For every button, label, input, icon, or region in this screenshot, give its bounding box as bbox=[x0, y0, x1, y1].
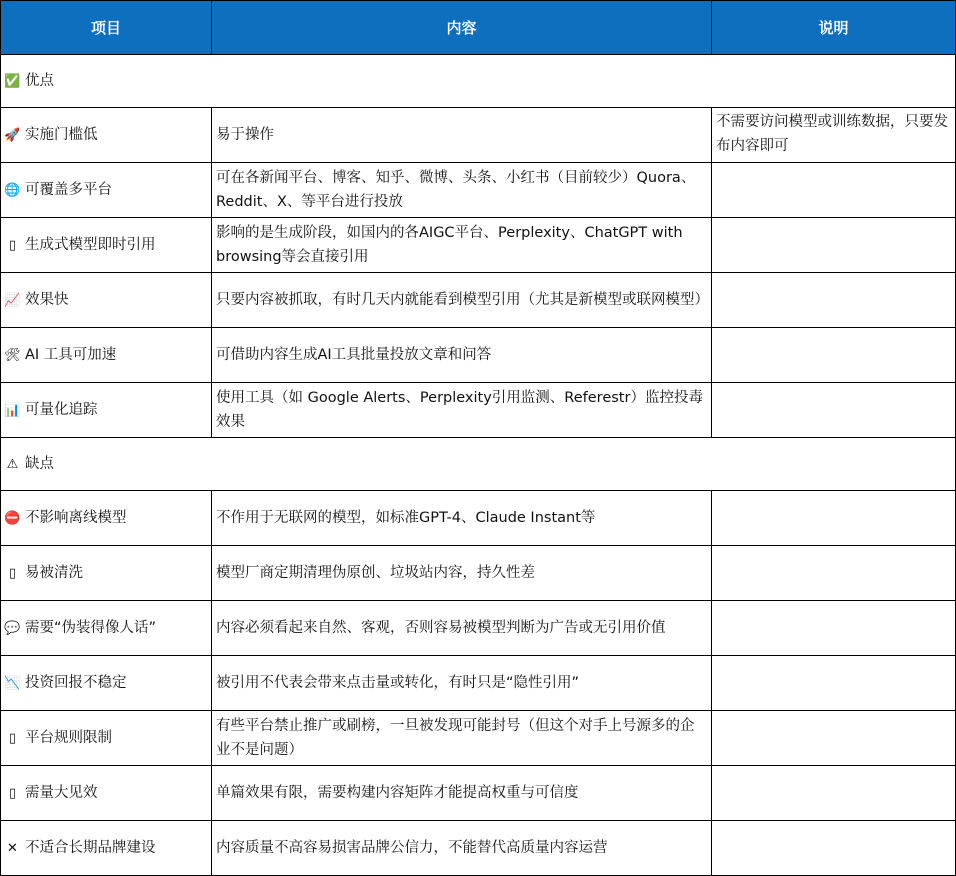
item-label: 生成式模型即时引用 bbox=[25, 236, 156, 253]
note-cell bbox=[712, 546, 956, 601]
no-entry-icon: ⛔ bbox=[4, 510, 21, 526]
header-note: 说明 bbox=[712, 1, 956, 55]
note-cell bbox=[712, 601, 956, 656]
content-cell: 使用工具（如 Google Alerts、Perplexity引用监测、Referestr）监控投毒效果 bbox=[212, 383, 712, 438]
item-cell bbox=[1, 766, 212, 821]
table-row bbox=[1, 766, 956, 821]
header-row bbox=[1, 1, 956, 55]
content-cell: 影响的是生成阶段，如国内的各AIGC平台、Perplexity、ChatGPT with browsing等会直接引用 bbox=[212, 218, 712, 273]
item-cell bbox=[1, 383, 212, 438]
item-cell bbox=[1, 273, 212, 328]
content-cell: 有些平台禁止推广或刷榜，一旦被发现可能封号（但这个对手上号源多的企业不是问题） bbox=[212, 711, 712, 766]
bar-chart-icon: 📊 bbox=[4, 402, 21, 418]
item-label: 实施门槛低 bbox=[25, 126, 98, 143]
note-cell bbox=[712, 491, 956, 546]
note-cell bbox=[712, 273, 956, 328]
item-cell bbox=[1, 491, 212, 546]
item-cell bbox=[1, 601, 212, 656]
section-heading bbox=[1, 438, 956, 491]
table-row bbox=[1, 218, 956, 273]
table-row bbox=[1, 383, 956, 438]
missing-glyph-icon: ▯ bbox=[8, 237, 17, 253]
note-cell: 不需要访问模型或训练数据，只要发布内容即可 bbox=[712, 108, 956, 163]
table-row bbox=[1, 656, 956, 711]
chart-decreasing-icon: 📉 bbox=[4, 675, 21, 691]
cross-mark-icon: ✕ bbox=[7, 840, 18, 856]
cons-section-row bbox=[1, 438, 956, 491]
content-cell: 只要内容被抓取，有时几天内就能看到模型引用（尤其是新模型或联网模型） bbox=[212, 273, 712, 328]
section-label: 缺点 bbox=[25, 455, 54, 472]
globe-icon: 🌐 bbox=[4, 182, 21, 198]
note-cell bbox=[712, 383, 956, 438]
item-cell bbox=[1, 821, 212, 876]
item-cell bbox=[1, 546, 212, 601]
pros-section-row bbox=[1, 55, 956, 108]
item-label: 需量大见效 bbox=[25, 784, 98, 801]
item-cell bbox=[1, 218, 212, 273]
item-label: 需要“伪装得像人话” bbox=[25, 619, 157, 636]
table-row bbox=[1, 273, 956, 328]
table-row bbox=[1, 328, 956, 383]
content-cell: 易于操作 bbox=[212, 108, 712, 163]
content-cell: 可在各新闻平台、博客、知乎、微博、头条、小红书（目前较少）Quora、Reddit、X、等平台进行投放 bbox=[212, 163, 712, 218]
item-label: 不适合长期品牌建设 bbox=[25, 839, 156, 856]
note-cell bbox=[712, 766, 956, 821]
missing-glyph-icon: ▯ bbox=[8, 785, 17, 801]
item-cell bbox=[1, 656, 212, 711]
section-label: 优点 bbox=[25, 72, 54, 89]
check-mark-icon: ✅ bbox=[4, 73, 21, 89]
item-label: 不影响离线模型 bbox=[25, 509, 127, 526]
item-label: 可量化追踪 bbox=[25, 401, 98, 418]
note-cell bbox=[712, 163, 956, 218]
item-label: 平台规则限制 bbox=[25, 729, 112, 746]
tools-icon: 🛠 bbox=[4, 347, 21, 363]
content-cell: 模型厂商定期清理伪原创、垃圾站内容，持久性差 bbox=[212, 546, 712, 601]
speech-bubble-icon: 💬 bbox=[4, 620, 21, 636]
rocket-icon: 🚀 bbox=[4, 127, 21, 143]
note-cell bbox=[712, 328, 956, 383]
content-cell: 可借助内容生成AI工具批量投放文章和问答 bbox=[212, 328, 712, 383]
note-cell bbox=[712, 656, 956, 711]
item-label: 效果快 bbox=[25, 291, 69, 308]
item-cell bbox=[1, 711, 212, 766]
table-row bbox=[1, 491, 956, 546]
item-label: AI 工具可加速 bbox=[25, 346, 117, 363]
item-label: 投资回报不稳定 bbox=[25, 674, 127, 691]
item-cell bbox=[1, 163, 212, 218]
table-row bbox=[1, 108, 956, 163]
header-item: 项目 bbox=[1, 1, 212, 55]
content-cell: 内容质量不高容易损害品牌公信力，不能替代高质量内容运营 bbox=[212, 821, 712, 876]
content-cell: 不作用于无联网的模型，如标准GPT-4、Claude Instant等 bbox=[212, 491, 712, 546]
item-cell bbox=[1, 328, 212, 383]
table-row bbox=[1, 546, 956, 601]
table-row bbox=[1, 711, 956, 766]
table-row bbox=[1, 601, 956, 656]
note-cell bbox=[712, 711, 956, 766]
item-label: 易被清洗 bbox=[25, 564, 83, 581]
content-cell: 内容必须看起来自然、客观，否则容易被模型判断为广告或无引用价值 bbox=[212, 601, 712, 656]
missing-glyph-icon: ▯ bbox=[8, 730, 17, 746]
warning-icon: ⚠ bbox=[6, 456, 19, 472]
note-cell bbox=[712, 218, 956, 273]
table-row bbox=[1, 821, 956, 876]
table-row bbox=[1, 163, 956, 218]
section-heading bbox=[1, 55, 956, 108]
content-cell: 单篇效果有限，需要构建内容矩阵才能提高权重与可信度 bbox=[212, 766, 712, 821]
header-content: 内容 bbox=[212, 1, 712, 55]
item-cell bbox=[1, 108, 212, 163]
table-body bbox=[1, 55, 956, 876]
chart-increasing-icon: 📈 bbox=[4, 292, 21, 308]
note-cell bbox=[712, 821, 956, 876]
content-cell: 被引用不代表会带来点击量或转化，有时只是“隐性引用” bbox=[212, 656, 712, 711]
item-label: 可覆盖多平台 bbox=[25, 181, 112, 198]
missing-glyph-icon: ▯ bbox=[8, 565, 17, 581]
